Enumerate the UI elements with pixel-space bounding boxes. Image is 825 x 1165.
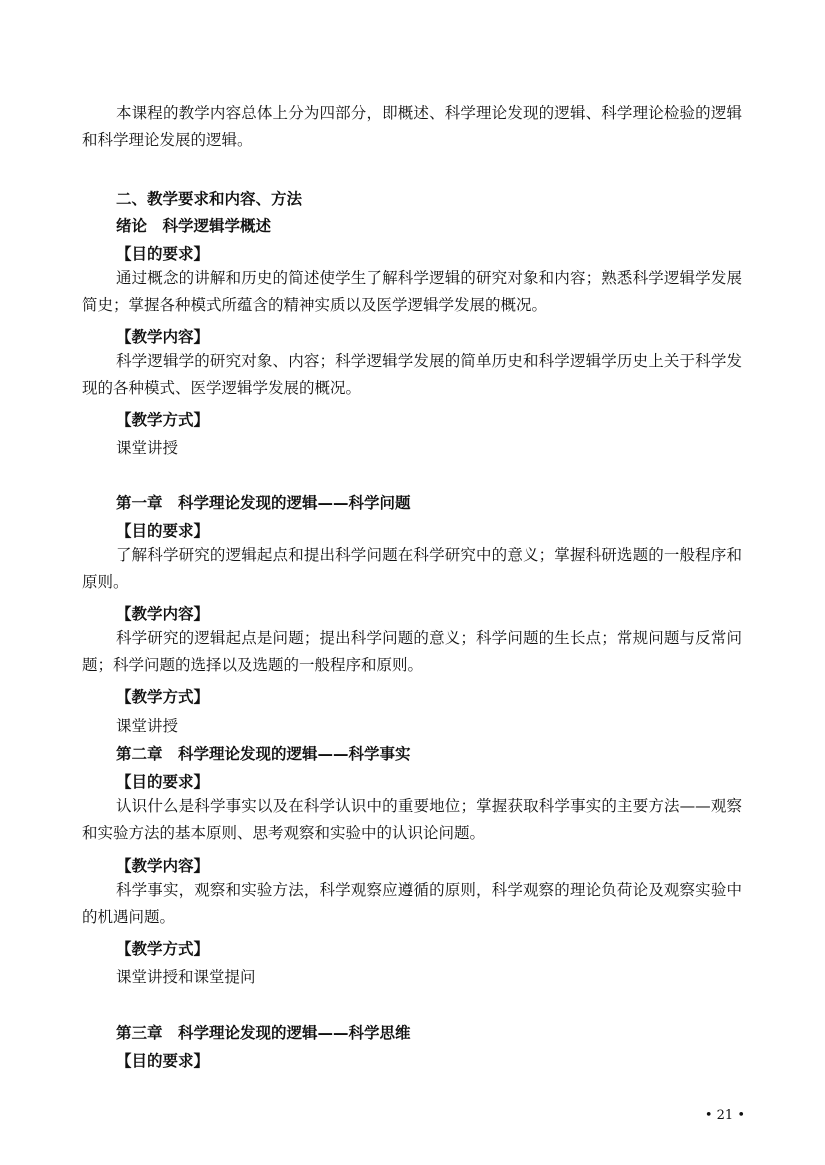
ch2-content-text: 科学事实，观察和实验方法，科学观察应遵循的原则，科学观察的理论负荷论及观察实验中的机遇问题。 <box>82 881 742 926</box>
intro-paragraph: 本课程的教学内容总体上分为四部分，即概述、科学理论发现的逻辑、科学理论检验的逻辑和科学理论发展的逻辑。 <box>82 104 742 149</box>
ch1-goal-label: 【目的要求】 <box>116 522 210 540</box>
ch3-title: 第三章 科学理论发现的逻辑——科学思维 <box>116 1024 411 1042</box>
section-title: 二、教学要求和内容、方法 <box>116 190 303 208</box>
intro-method-text: 课堂讲授 <box>116 439 179 457</box>
ch1-title: 第一章 科学理论发现的逻辑——科学问题 <box>116 494 411 512</box>
intro-goal-text: 通过概念的讲解和历史的简述使学生了解科学逻辑的研究对象和内容；熟悉科学逻辑学发展简史；掌握各种模式所蕴含的精神实质以及医学逻辑学发展的概况。 <box>82 269 742 314</box>
intro-method-label: 【教学方式】 <box>116 411 210 429</box>
intro-goal-label: 【目的要求】 <box>116 245 210 263</box>
ch2-method-label: 【教学方式】 <box>116 940 210 958</box>
ch3-goal-label: 【目的要求】 <box>116 1052 210 1070</box>
ch2-goal-text: 认识什么是科学事实以及在科学认识中的重要地位；掌握获取科学事实的主要方法——观察和实验方法的基本原则、思考观察和实验中的认识论问题。 <box>82 797 742 842</box>
intro-content-label: 【教学内容】 <box>116 328 210 346</box>
ch2-method-text: 课堂讲授和课堂提问 <box>116 968 256 986</box>
ch1-method-text: 课堂讲授 <box>116 717 179 735</box>
ch2-content-label: 【教学内容】 <box>116 857 210 875</box>
ch1-goal-text: 了解科学研究的逻辑起点和提出科学问题在科学研究中的意义；掌握科研选题的一般程序和原则。 <box>82 546 742 591</box>
ch2-title: 第二章 科学理论发现的逻辑——科学事实 <box>116 745 411 763</box>
intro-content-text: 科学逻辑学的研究对象、内容；科学逻辑学发展的简单历史和科学逻辑学历史上关于科学发现的各种模式、医学逻辑学发展的概况。 <box>82 352 742 397</box>
ch1-content-label: 【教学内容】 <box>116 605 210 623</box>
ch2-goal-label: 【目的要求】 <box>116 773 210 791</box>
page-number: • 21 • <box>704 1108 745 1123</box>
ch1-content-text: 科学研究的逻辑起点是问题；提出科学问题的意义；科学问题的生长点；常规问题与反常问题；科学问题的选择以及选题的一般程序和原则。 <box>82 629 742 674</box>
intro-chapter-title: 绪论 科学逻辑学概述 <box>116 217 272 235</box>
ch1-method-label: 【教学方式】 <box>116 688 210 706</box>
